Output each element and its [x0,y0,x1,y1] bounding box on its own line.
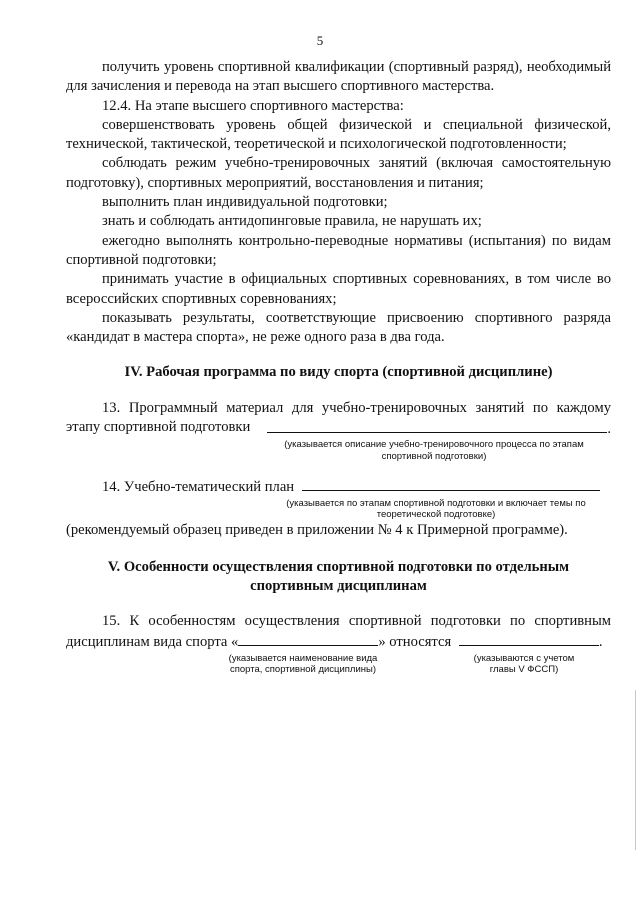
document-body [66,58,611,689]
paragraph-training-regime: соблюдать режим учебно-тренировочных занятий (включая самостоятельную подготовку), спортивных мероприятий, восстановления и питания; [66,155,611,191]
paragraph-15-line1: 15. К особенностям осуществления спортивной подготовки по спортивным [102,612,611,629]
paragraph-13-period: . [607,421,611,438]
paragraph-12-4: 12.4. На этапе высшего спортивного мастерства: [102,97,404,114]
paragraph-individual-plan: выполнить план индивидуальной подготовки; [102,194,388,211]
paragraph-15 [66,612,611,689]
thematic-plan-blank [302,476,600,491]
paragraph-14-line1 [66,476,611,497]
paragraph-15-note-features: (указываются с учетом главы V ФССП) [473,652,575,676]
paragraph-13-note: (указывается описание учебно-тренировочного процесса по этапам спортивной подготовки) [284,439,584,462]
scan-edge-line [635,690,636,850]
paragraph-competitions: принимать участие в официальных спортивных соревнованиях, в том числе во всероссийских спортивных соревнованиях; [66,271,611,307]
paragraph-15-part1: дисциплинам вида спорта « [66,634,239,651]
paragraph-15-period: . [598,634,603,651]
sport-name-blank [238,631,378,646]
training-material-blank [267,418,607,433]
section-v-heading: V. Особенности осуществления спортивной подготовки по отдельным спортивным дисциплинам [107,558,570,594]
section-iv-heading: IV. Рабочая программа по виду спорта (спортивной дисциплине) [124,364,553,381]
page-number: 5 [316,33,324,48]
paragraph-15-notes [66,653,611,689]
paragraph-15-part2: » относятся [378,634,452,651]
paragraph-15-line2 [66,631,611,652]
paragraph-improve-level: совершенствовать уровень общей физической и специальной физической, технической, тактической, теоретической и психологической подготовленности; [66,116,611,153]
paragraph-13 [66,399,611,463]
paragraph-13-text: этапу спортивной подготовки [66,419,251,436]
paragraph-14-line2: (рекомендуемый образец приведен в приложении № 4 к Примерной программе). [66,521,568,538]
paragraph-15-note-sport: (указывается наименование вида спорта, спортивной дисциплины) [228,652,378,676]
paragraph-results: показывать результаты, соответствующие присвоению спортивного разряда «кандидат в мастера спорта», не реже одного раза в два года. [66,309,611,346]
paragraph-antidoping: знать и соблюдать антидопинговые правила, не нарушать их; [102,213,482,230]
paragraph-14 [66,476,611,540]
paragraph-13-blank-wrap [267,418,611,439]
paragraph-13-line2 [66,418,611,439]
paragraph-13-line1: 13. Программный материал для учебно-тренировочных занятий по каждому [102,399,611,416]
features-blank [459,631,599,646]
paragraph-14-note: (указывается по этапам спортивной подготовки и включает темы по теоретической подготовке) [286,497,586,521]
paragraph-qualification: получить уровень спортивной квалификации (спортивный разряд), необходимый для зачисления и перевода на этап высшего спортивного мастерства. [66,59,611,95]
paragraph-14-text: 14. Учебно-тематический план [102,479,295,496]
paragraph-annual-standards: ежегодно выполнять контрольно-переводные нормативы (испытания) по видам спортивной подготовки; [66,232,611,268]
